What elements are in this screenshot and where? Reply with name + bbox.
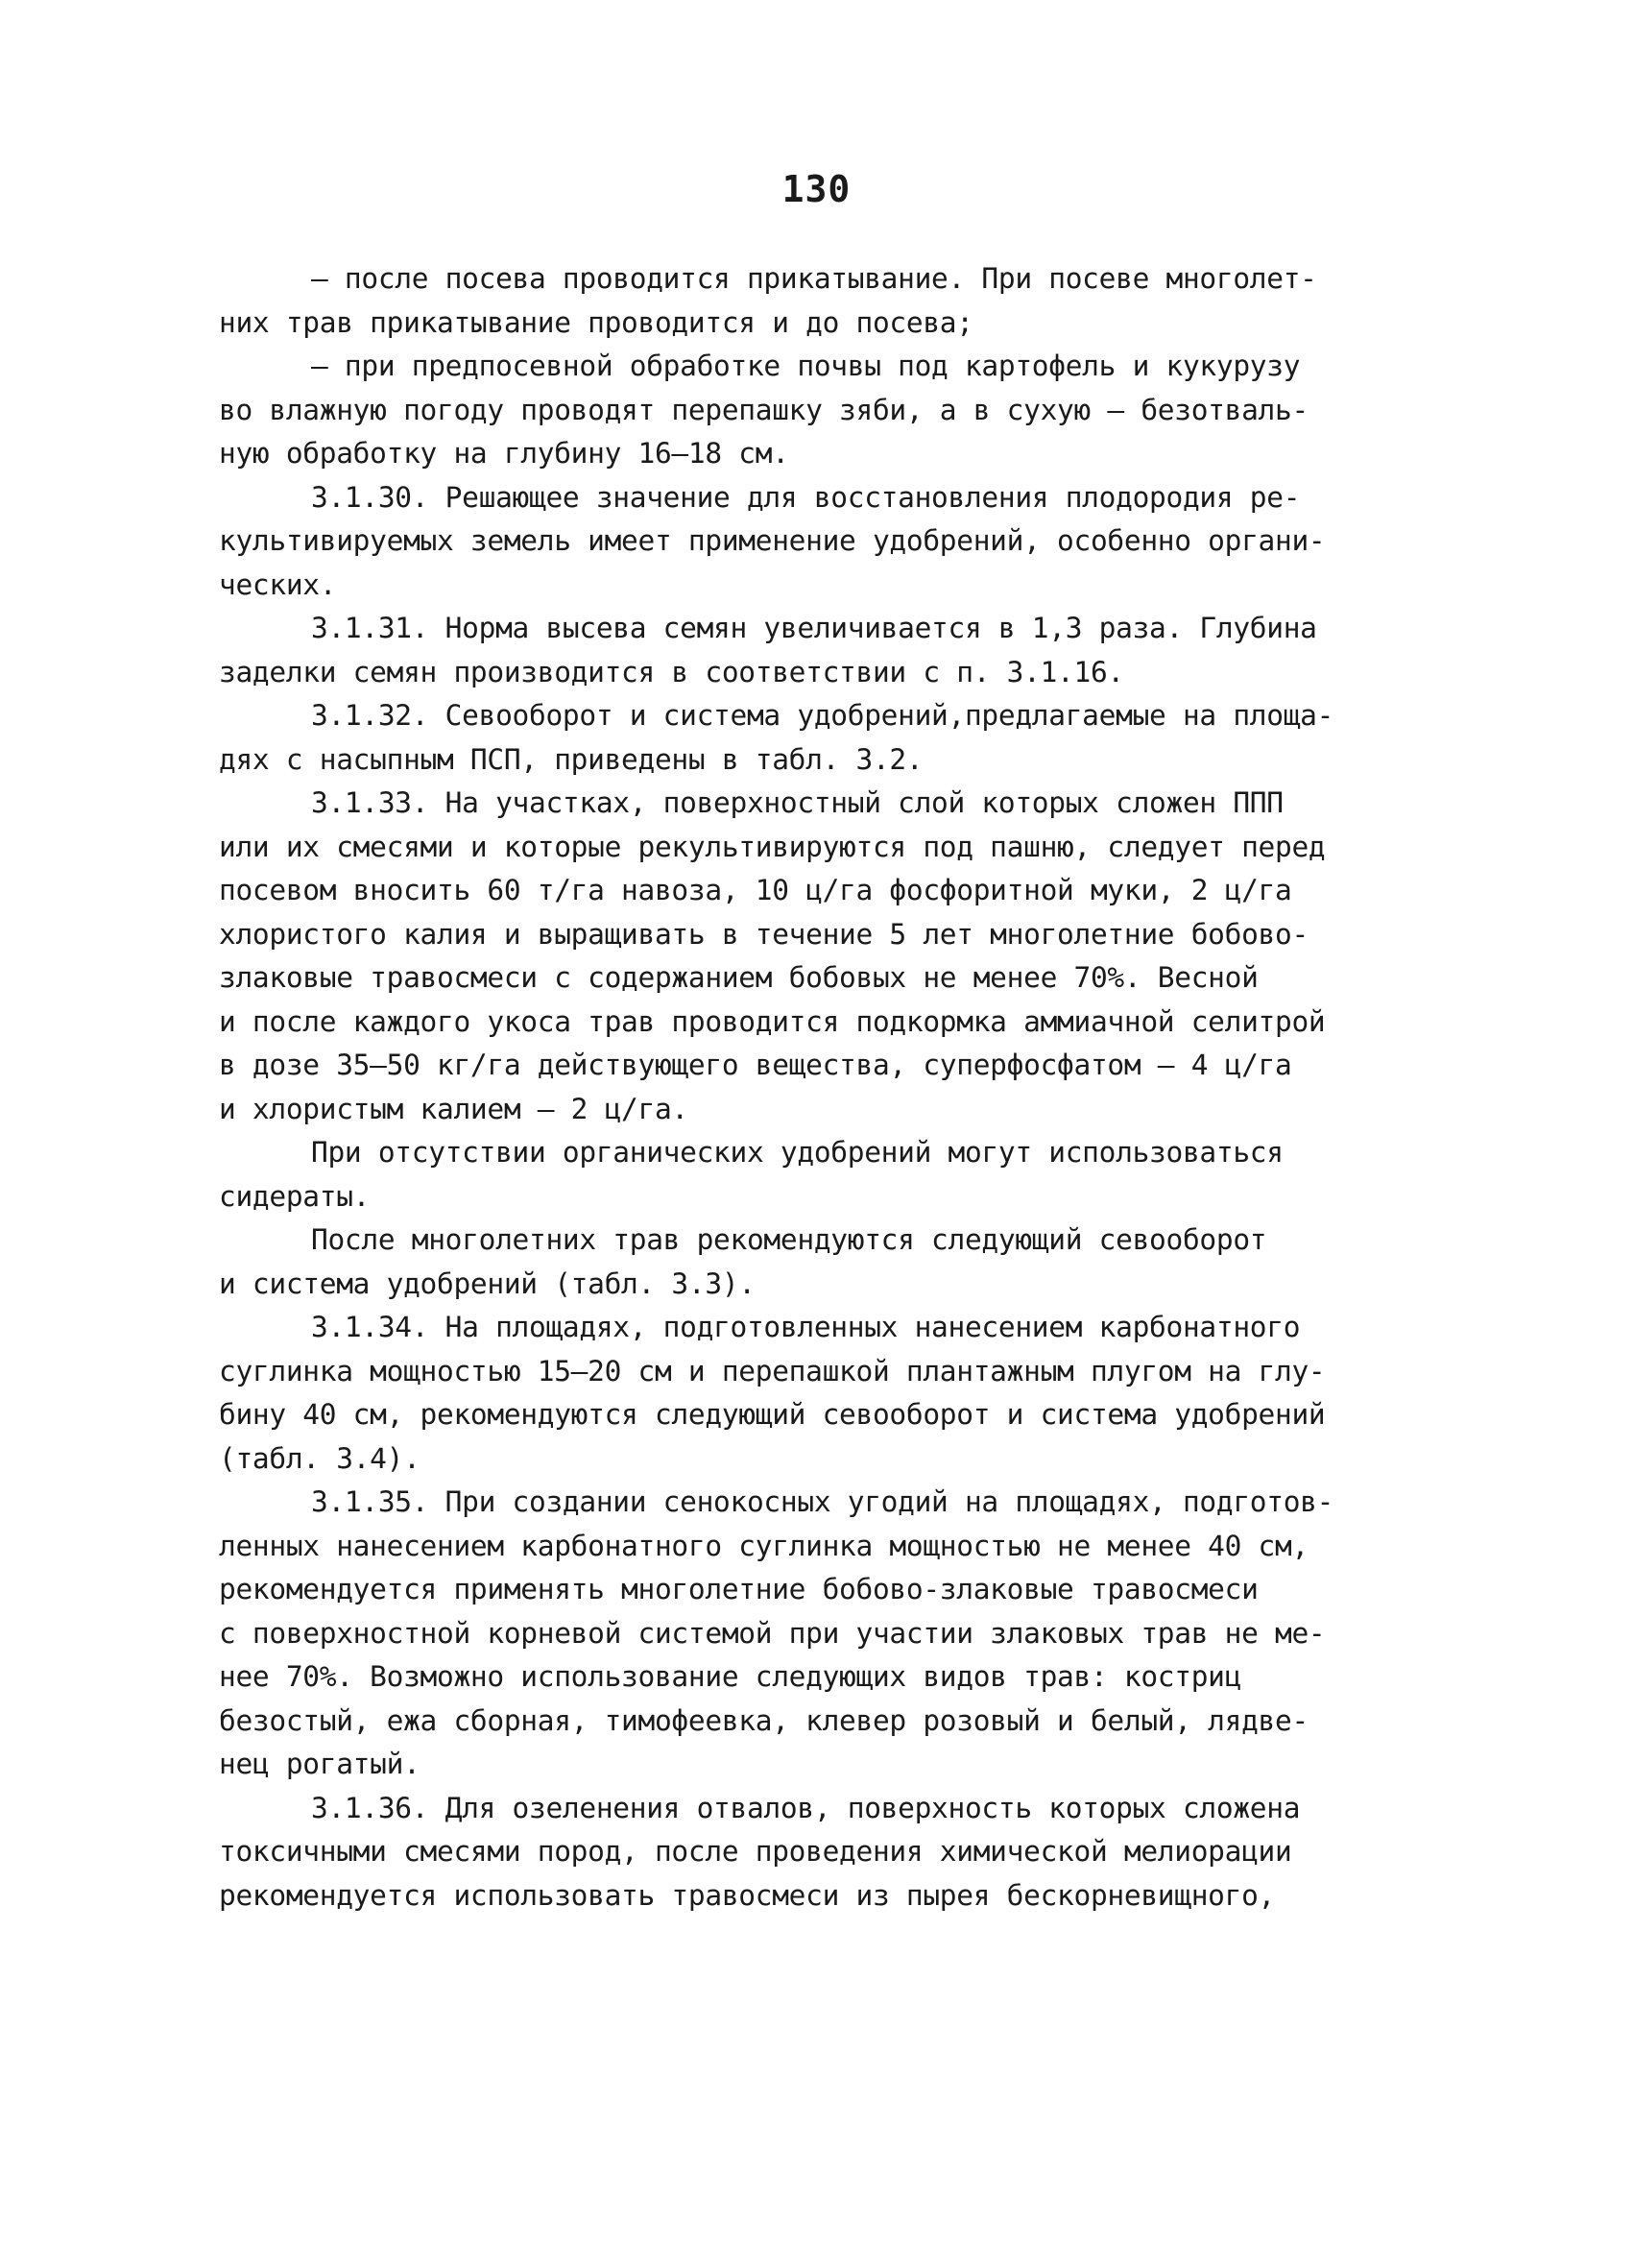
text-line: безостый, ежа сборная, тимофеевка, клевер розовый и белый, лядве-	[219, 1703, 1309, 1737]
text-line: с поверхностной корневой системой при участии злаковых трав не ме-	[219, 1616, 1326, 1650]
text-line: После многолетних трав рекомендуются следующий севооборот	[311, 1223, 1267, 1256]
text-line: или их смесями и которые рекультивируются под пашню, следует перед	[219, 830, 1326, 863]
text-line: – при предпосевной обработке почвы под картофель и кукурузу	[311, 350, 1301, 382]
text-line: 3.1.36. Для озеленения отвалов, поверхность которых сложена	[311, 1791, 1301, 1824]
text-line: ленных нанесением карбонатного суглинка мощностью не менее 40 см,	[219, 1529, 1309, 1562]
text-line: суглинка мощностью 15–20 см и перепашкой плантажным плугом на глу-	[219, 1354, 1326, 1387]
text-line: нее 70%. Возможно использование следующих видов трав: костриц	[219, 1660, 1242, 1693]
text-line: При отсутствии органических удобрений могут использоваться	[311, 1136, 1284, 1169]
text-line: хлористого калия и выращивать в течение 5 лет многолетние бобово-	[219, 917, 1309, 951]
body-text	[219, 257, 1414, 1918]
text-line: во влажную погоду проводят перепашку зяби, а в сухую – безотваль-	[219, 393, 1309, 426]
text-line: посевом вносить 60 т/га навоза, 10 ц/га фосфоритной муки, 2 ц/га	[219, 874, 1292, 906]
text-line: культивируемых земель имеет применение удобрений, особенно органи-	[219, 524, 1326, 557]
text-line: рекомендуется использовать травосмеси из пырея бескорневищного,	[219, 1878, 1276, 1912]
text-line: и хлористым калием – 2 ц/га.	[219, 1092, 688, 1125]
text-line: 3.1.33. На участках, поверхностный слой которых сложен ППП	[311, 786, 1284, 819]
text-line: злаковые травосмеси с содержанием бобовых не менее 70%. Весной	[219, 961, 1259, 994]
text-line: в дозе 35–50 кг/га действующего вещества, суперфосфатом – 4 ц/га	[219, 1049, 1292, 1081]
text-line: 3.1.30. Решающее значение для восстановления плодородия ре-	[311, 480, 1301, 514]
text-line: и система удобрений (табл. 3.3).	[219, 1267, 756, 1300]
text-line: 3.1.35. При создании сенокосных угодий на площадях, подготов-	[311, 1485, 1334, 1518]
text-line: рекомендуется применять многолетние бобово-злаковые травосмеси	[219, 1573, 1259, 1605]
text-line: заделки семян производится в соответствии с п. 3.1.16.	[219, 655, 1124, 688]
text-line: дях с насыпным ПСП, приведены в табл. 3.2.	[219, 742, 924, 776]
page-number: 130	[781, 168, 852, 210]
text-line: нец рогатый.	[219, 1748, 420, 1780]
text-line: сидераты.	[219, 1179, 371, 1213]
text-line: – после посева проводится прикатывание. При посеве многолет-	[311, 262, 1317, 295]
text-line: ную обработку на глубину 16–18 см.	[219, 437, 789, 470]
text-line: 3.1.31. Норма высева семян увеличивается в 1,3 раза. Глубина	[311, 612, 1317, 644]
text-line: ческих.	[219, 567, 337, 601]
text-line: токсичными смесями пород, после проведения химической мелиорации	[219, 1835, 1292, 1868]
text-line: и после каждого укоса трав проводится подкормка аммиачной селитрой	[219, 1004, 1326, 1038]
text-line: бину 40 см, рекомендуются следующий севооборот и система удобрений	[219, 1398, 1326, 1431]
text-line: них трав прикатывание проводится и до посева;	[219, 305, 973, 339]
text-line: 3.1.34. На площадях, подготовленных нанесением карбонатного	[311, 1311, 1301, 1343]
text-line: (табл. 3.4).	[219, 1441, 420, 1475]
text-line: 3.1.32. Севооборот и система удобрений,предлагаемые на площа-	[311, 699, 1334, 732]
